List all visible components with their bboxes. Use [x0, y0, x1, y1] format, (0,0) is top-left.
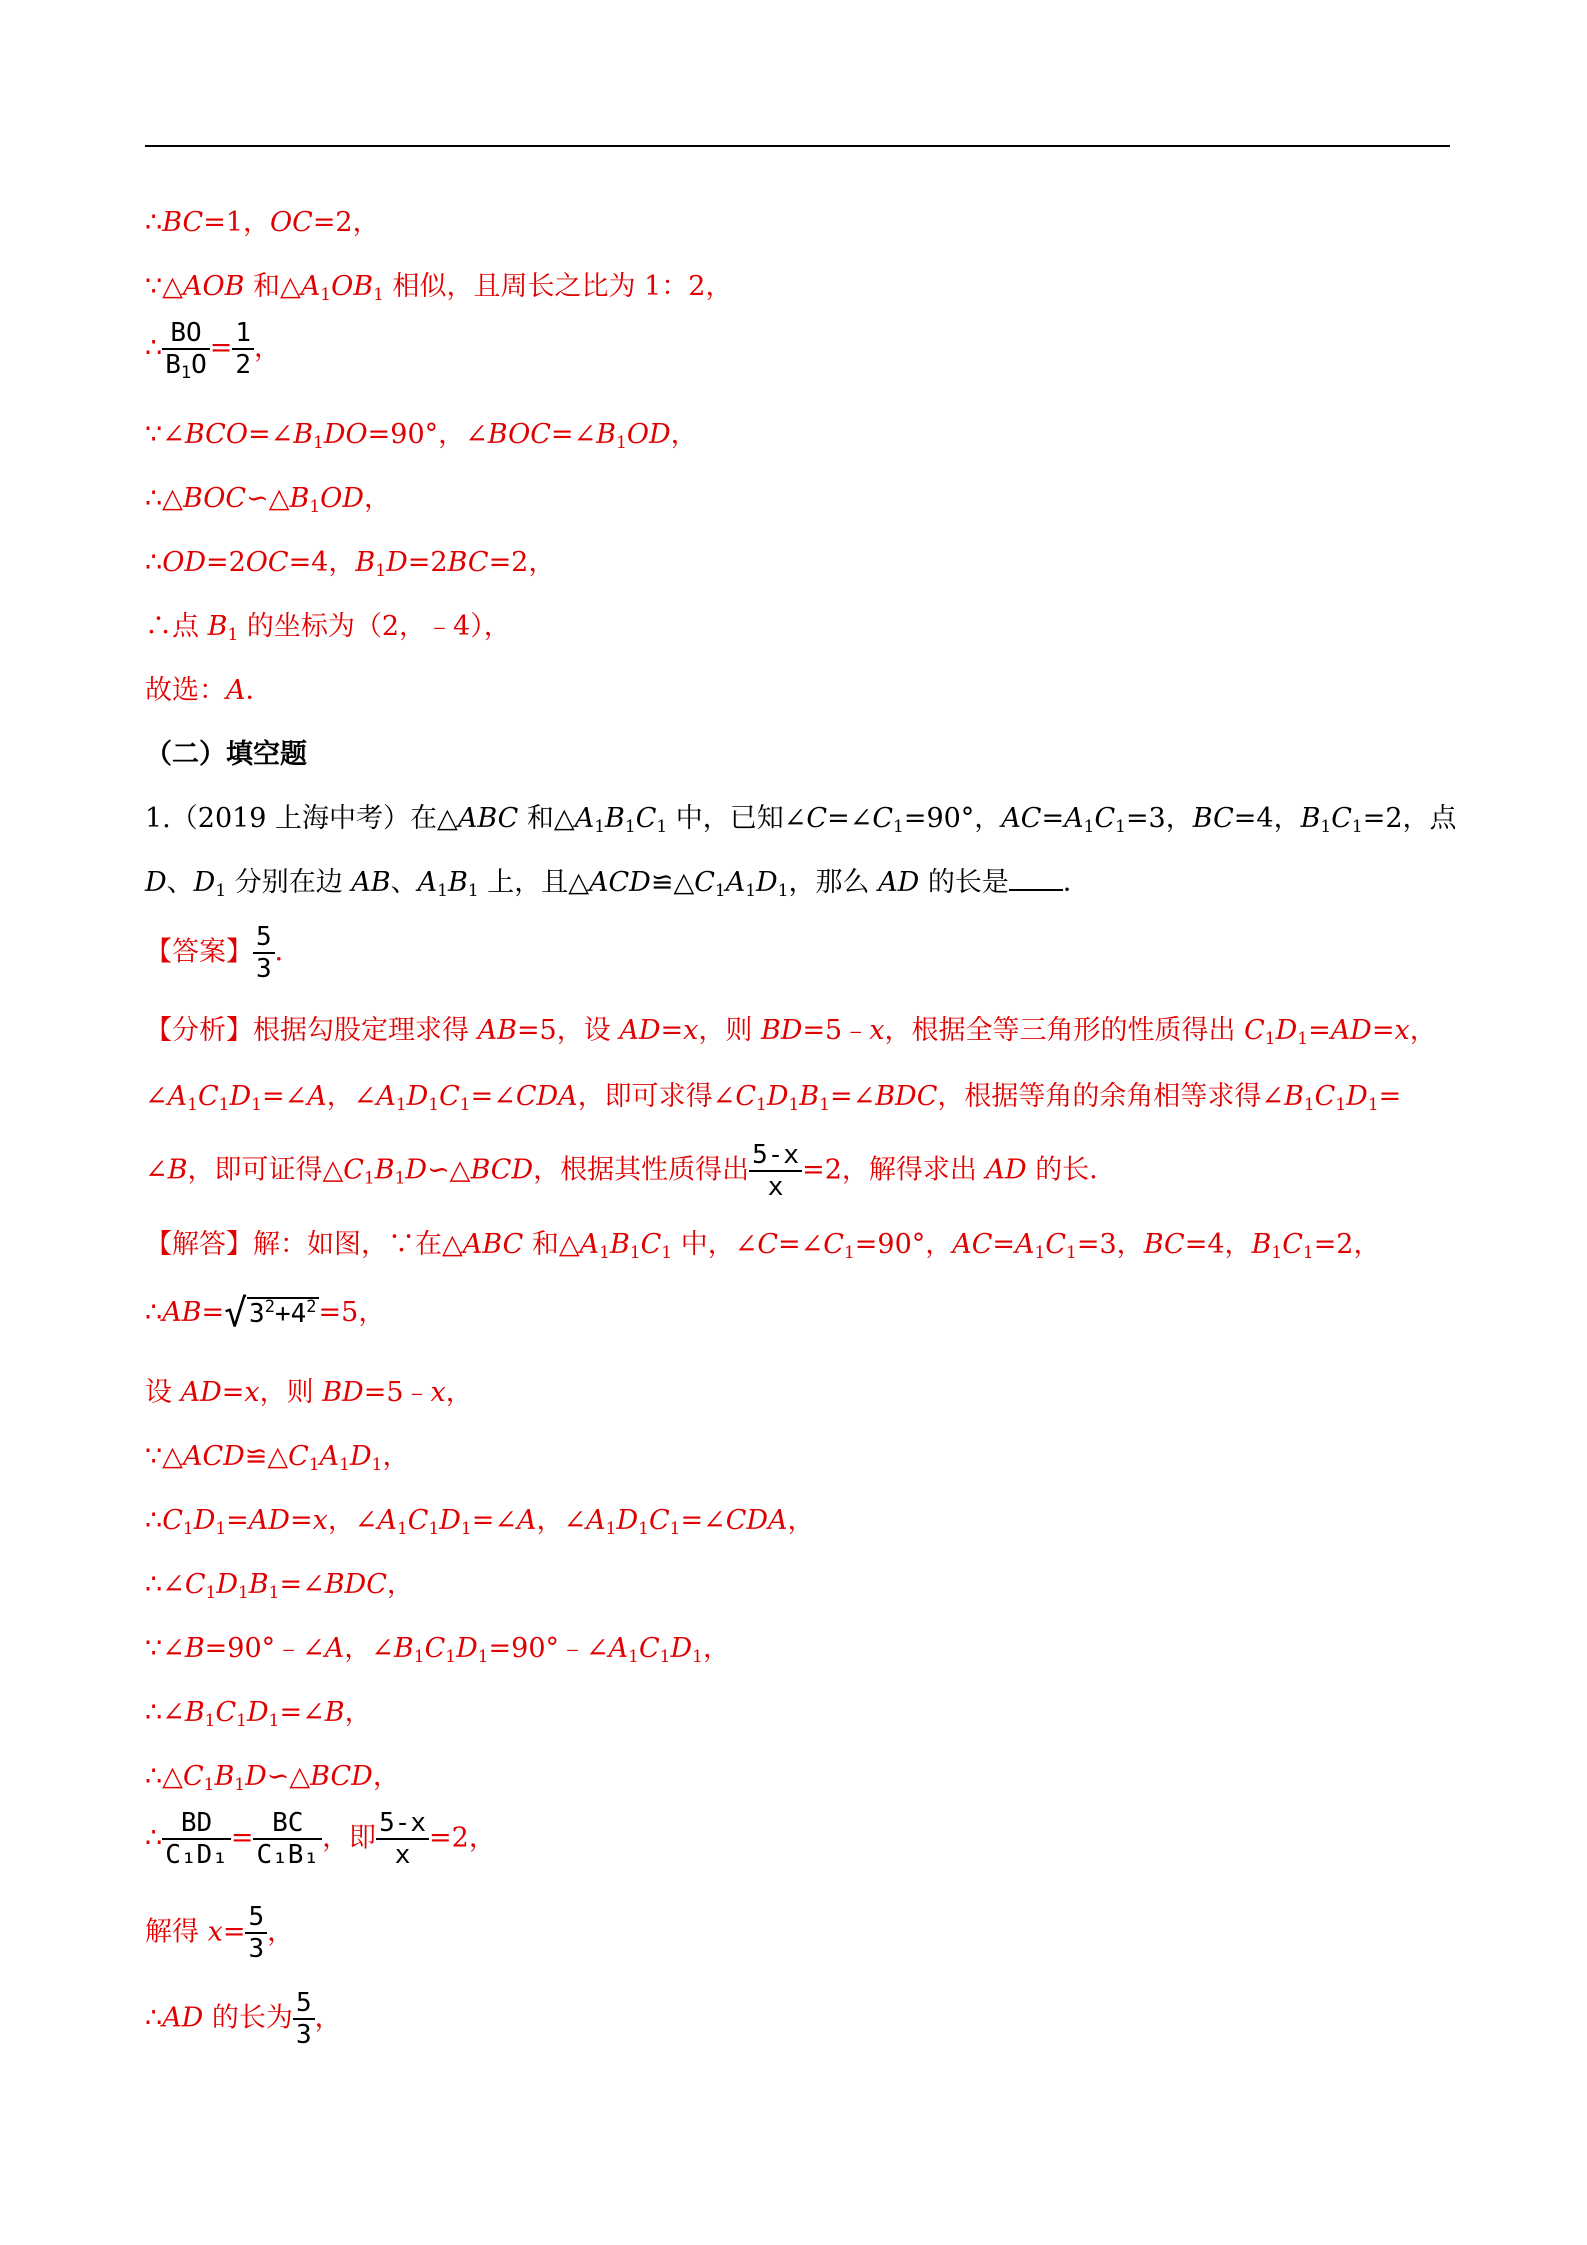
- solution-angle-c1d1b1: $\therefore\angle C_1D_1B_1=\angle BDC$，: [145, 1569, 414, 1603]
- solution-ab: $\therefore AB=√3^2+4^2=5$，: [145, 1291, 386, 1335]
- line-angles: $\because\angle BCO=\angle B_1DO=90^\circ$，$\angle BOC=\angle B_1OD$，: [145, 419, 698, 453]
- fraction-5-x-over-x: $\frac{5-x}{x}$: [749, 1140, 802, 1202]
- section-title: （二）填空题: [145, 739, 307, 770]
- solution-ratio: ∴ $\frac{BD}{\text{C₁D₁}}$ = $\frac{BC}{\text{C₁B₁}}$ ，即 $\frac{5-x}{x}$ =2，: [145, 1808, 496, 1870]
- question-line-1: 1.（2019 上海中考）在△ABC 和$\triangle A_1B_1C_1$ 中，已知$\angle C=\angle C_1=90^\circ$，$AC=A_1C_1=3$，BC=4，$B_1C_1=2$，点: [145, 803, 1457, 837]
- solution-angle-eq: $\therefore\angle B_1C_1D_1=\angle B$，: [145, 1697, 372, 1731]
- line-similar: ∵△AOB 和$\triangle A_1OB_1$ 相似，且周长之比为 1：2，: [145, 271, 733, 305]
- solution-similar: $\therefore\triangle C_1B_1D∽\triangle BCD$，: [145, 1761, 400, 1795]
- fraction-5-x-over-x-2: $\frac{5-x}{x}$: [376, 1808, 429, 1870]
- answer-fraction: $\frac{5}{3}$: [253, 922, 275, 984]
- line-od: ∴OD=2OC=4，$B_1D=2BC=2$，: [145, 547, 556, 581]
- header-rule: [145, 145, 1450, 147]
- line-bc-oc: ∴BC=1，OC=2，: [145, 207, 380, 238]
- fraction-bc-c1b1: $\frac{BC}{\text{C₁B₁}}$: [253, 1808, 322, 1870]
- solution-set-x: 设 AD=x，则 BD=5﹣x，: [145, 1377, 473, 1408]
- solution-angle-b: ∵∠B=90°﹣∠A，$\angle B_1C_1D_1=90^\circ﹣\angle A_1C_1D_1$，: [145, 1633, 730, 1667]
- line-ratio: ∴ $\frac{BO}{B_1O}$ = $\frac{1}{2}$ ，: [145, 318, 282, 383]
- answer-line: 【答案】 $\frac{5}{3}$ ．: [145, 922, 302, 984]
- sqrt-expression: $√3^2+4^2$: [224, 1291, 317, 1335]
- solution-x: 解得 x= $\frac{5}{3}$ ，: [145, 1902, 295, 1964]
- fraction-ad-value: $\frac{5}{3}$: [293, 1988, 315, 2050]
- analysis-line-3: ∠B，即可证得$\triangle C_1B_1D∽\triangle BCD$，根据其性质得出 $\frac{5-x}{x}$ =2，解得求出 AD 的长．: [145, 1140, 1117, 1202]
- analysis-line-1: 【分析】根据勾股定理求得 AB=5，设 AD=x，则 BD=5﹣x，根据全等三角形的性质得出 $C_1D_1=AD=x$，: [145, 1015, 1437, 1049]
- line-coord: ∴点 $B_1$ 的坐标为（2，﹣4），: [145, 611, 511, 645]
- fraction-one-half: $\frac{1}{2}$: [232, 318, 254, 380]
- line-similar-tri: $\therefore\triangle BOC∽\triangle B_1OD$，: [145, 483, 391, 517]
- solution-ad: ∴AD 的长为 $\frac{5}{3}$ ，: [145, 1988, 342, 2050]
- fraction-bo-b1o: $\frac{BO}{B_1O}$: [162, 318, 210, 380]
- fraction-x-value: $\frac{5}{3}$: [245, 1902, 267, 1964]
- solution-equal-parts: $\therefore C_1D_1=AD=x$，$\angle A_1C_1D_1=\angle A$，$\angle A_1D_1C_1=\angle CDA$，: [145, 1505, 815, 1539]
- answer-blank: [1009, 867, 1063, 891]
- line-choice: 故选：A．: [145, 675, 273, 706]
- analysis-line-2: $\angle A_1C_1D_1=\angle A$，$\angle A_1D_1C_1=\angle CDA$，即可求得$\angle C_1D_1B_1=\angle BDC$，根据等角的余角相等求得$\angle B_1C_1D_1=$: [145, 1081, 1402, 1115]
- question-line-2: D、$D_1$ 分别在边 AB、$A_1B_1$ 上，且$\triangle ACD≌\triangle C_1A_1D_1$，那么 AD 的长是 ．: [145, 867, 1090, 901]
- solution-line-1: 【解答】解：如图，∵在△ABC 和$\triangle A_1B_1C_1$ 中，$\angle C=\angle C_1=90^\circ$，$AC=A_1C_1=3$，BC=4，$B_1C_1=2$，: [145, 1229, 1381, 1263]
- solution-congruent: $\because\triangle ACD≌\triangle C_1A_1D_1$，: [145, 1441, 410, 1475]
- fraction-bd-c1d1: $\frac{BD}{\text{C₁D₁}}$: [162, 1808, 231, 1870]
